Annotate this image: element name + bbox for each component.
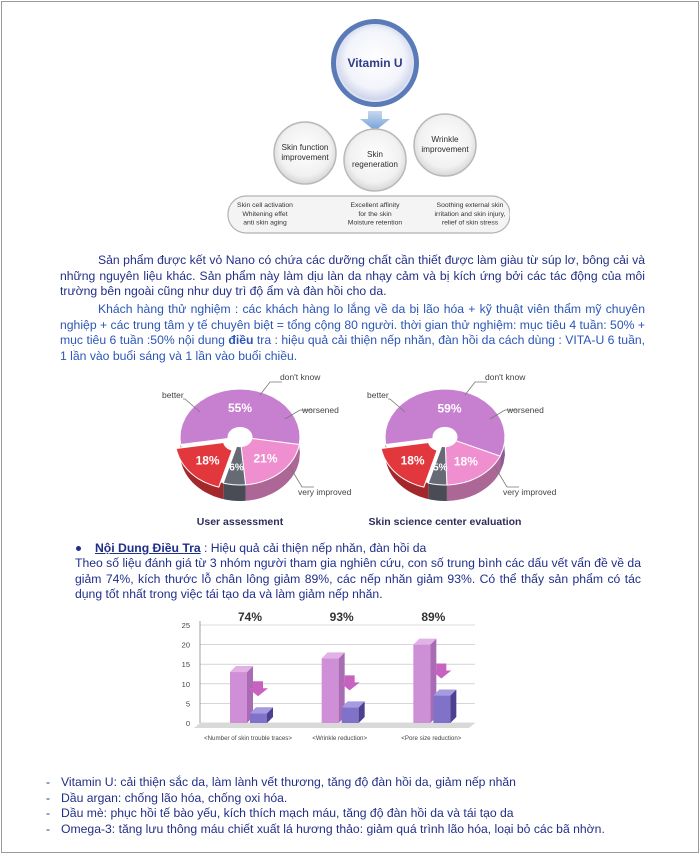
test-text-before: Khách hàng thử nghiệm : các khách hàng lo lắng về da bị lão hóa + kỹ thuật viên thẩm mỹ chuyên nghiệp + các trung tâm y tế chuyên biệt = tổng cộng 80 người. thời gian thử nghiệm: mục tiêu 4 tuần: 50% + mục tiêu 6 tuần :50% nội dung — [60, 302, 645, 347]
survey-heading — [76, 541, 426, 555]
test-paragraph — [60, 302, 645, 364]
diagram-note-line: Moisture retention — [347, 219, 403, 227]
vitamin-u-diagram — [210, 8, 510, 238]
y-tick-label: 0 — [185, 719, 190, 728]
pie-value-label: 18% — [400, 453, 425, 468]
pie-value-label: 18% — [453, 454, 478, 469]
survey-title-suffix: : Hiệu quả cải thiện nếp nhăn, đàn hồi da — [200, 541, 427, 555]
diagram-note-line: Excellent affinity — [350, 202, 400, 209]
diagram-note-line: anti skin aging — [243, 219, 287, 227]
diagram-note-line: Skin cell activation — [237, 202, 293, 209]
survey-body: Theo số liệu đánh giá từ 3 nhóm người tham gia nghiên cứu, con số trung bình các dấu vết vẩn đề về da giảm 74%, kích thước lỗ chân lông giảm 89%, các nếp nhăn giảm 93%. Có thể thấy sản phẩm có tác dụng tốt nhất trong việc tái tạo da và làm giảm nếp nhăn. — [75, 556, 641, 601]
x-category-label: <Number of skin trouble traces> — [203, 735, 293, 742]
pie-title: User assessment — [196, 516, 284, 528]
pie-charts — [160, 365, 580, 535]
diagram-note-line: relief of skin stress — [441, 219, 499, 227]
reduction-label: 89% — [421, 610, 446, 624]
pie-side — [428, 483, 447, 501]
bar — [342, 707, 359, 723]
diagram-note-line: Whitening effet — [242, 210, 288, 218]
pie-value-label: 5% — [433, 462, 448, 474]
intro-paragraph: Sản phẩm được kết vỏ Nano có chứa các dưỡng chất cần thiết được làm giàu từ súp lơ, bông cải và những nguyên liệu khác. Sản phẩm này làm dịu làn da nhạy cảm và bị kích ứng bởi các tác động của môi trường bên ngoài cũng như duy trì độ ẩm và đàn hồi cho da. — [60, 253, 645, 298]
pie-legend-label: don't know — [280, 372, 321, 382]
down-arrow-icon — [360, 111, 390, 131]
diagram-note — [435, 202, 506, 227]
bar — [250, 713, 267, 723]
diagram-node-label-line: Skin function — [281, 143, 329, 152]
test-text-after: tra : hiệu quả cải thiện nếp nhăn, đàn hồi da cách dùng : VITA-U 6 tuần, 1 lần vào buổi sáng và 1 lần vào buổi chiều. — [60, 333, 646, 363]
pie-side — [223, 483, 245, 501]
diagram-node-label-line: regeneration — [352, 160, 398, 169]
pie-legend-label: worsened — [507, 405, 544, 415]
pie-legend-label: better — [162, 390, 184, 400]
pie-value-label: 18% — [195, 453, 220, 468]
diagram-note-line: for the skin — [358, 210, 392, 218]
list-item: - Dầu argan: chống lão hóa, chống oxi hóa. — [46, 790, 288, 805]
bar-chart — [170, 605, 490, 760]
bar — [433, 696, 450, 723]
ingredients-list — [46, 775, 605, 837]
pie-legend-label: worsened — [302, 405, 339, 415]
diagram-node-label-line: improvement — [421, 145, 469, 154]
pie-legend-label: very improved — [298, 487, 352, 497]
pie-value-label: 59% — [437, 401, 462, 416]
pie-hole — [433, 427, 457, 446]
diagram-node-label — [281, 143, 329, 162]
diagram-node-label-line: Skin — [367, 150, 383, 159]
pie-legend-label: very improved — [503, 487, 557, 497]
diagram-note-line: Soothing external skin — [436, 202, 504, 209]
pie-legend-label: better — [367, 390, 389, 400]
bar — [230, 672, 247, 723]
pie-value-label: 55% — [227, 401, 253, 416]
list-item: - Dầu mè: phục hồi tế bào yếu, kích thích mạch máu, tăng độ đàn hồi da và tái tạo da — [46, 806, 514, 821]
center-label: Vitamin U — [347, 56, 403, 70]
bar — [413, 645, 430, 723]
pie-value-label: 6% — [229, 462, 244, 474]
diagram-node-label-line: Wrinkle — [431, 135, 459, 144]
pie-hole — [228, 427, 252, 446]
pie-chart — [367, 372, 557, 528]
y-tick-label: 5 — [185, 699, 190, 709]
floor — [194, 723, 475, 728]
y-tick-label: 25 — [181, 621, 190, 630]
diagram-note — [237, 202, 293, 227]
diagram-node-label-line: improvement — [281, 153, 329, 162]
bullet-icon — [76, 546, 81, 551]
y-tick-label: 15 — [181, 660, 190, 670]
reduction-label: 93% — [329, 610, 354, 624]
pie-legend-label: don't know — [485, 372, 526, 382]
pie-title: Skin science center evaluation — [368, 516, 522, 528]
reduction-label: 74% — [237, 610, 263, 624]
test-text-bold: điều — [228, 333, 254, 347]
x-category-label: <Wrinkle reduction> — [312, 735, 368, 742]
diagram-note-line: irritation and skin injury, — [434, 210, 506, 218]
x-category-label: <Pore size reduction> — [401, 735, 462, 742]
bar — [322, 658, 339, 723]
list-item: - Omega-3: tăng lưu thông máu chiết xuất lá hương thảo: giảm quá trình lão hóa, loại bỏ các bã nhờn. — [46, 821, 605, 836]
y-tick-label: 10 — [181, 679, 190, 689]
pie-value-label: 21% — [253, 451, 278, 466]
survey-title-link[interactable]: Nội Dung Điều Tra — [95, 541, 201, 555]
pie-chart — [162, 372, 352, 528]
list-item: - Vitamin U: cải thiện sắc da, làm lành vết thương, tăng độ đàn hồi da, giảm nếp nhăn — [46, 775, 516, 789]
y-tick-label: 20 — [181, 640, 190, 650]
